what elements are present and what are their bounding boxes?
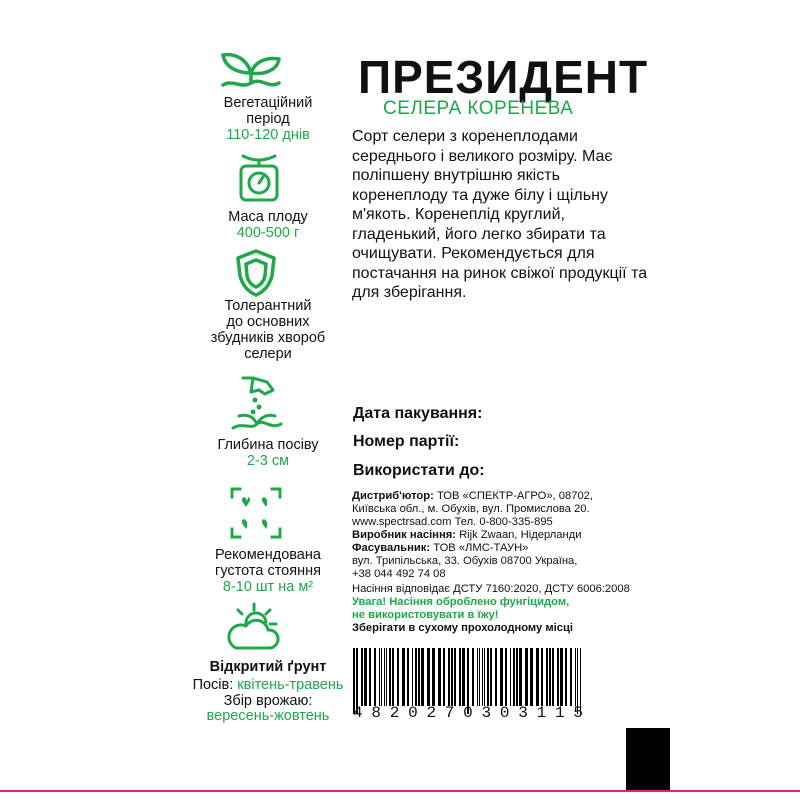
barcode-bar [530,648,533,706]
planting-grid-icon [230,487,282,539]
barcode-bar [472,648,474,706]
standards-text: Насіння відповідає ДСТУ 7160:2020, ДСТУ 6006:2008 [352,583,630,595]
barcode-bar [541,648,543,706]
mass-label: Маса плоду [228,209,308,225]
harvest-label: Збір врожаю: [223,693,313,709]
barcode-bar [552,648,554,706]
black-block [626,728,670,790]
barcode-bar [490,648,492,706]
barcode-digit: 2 [426,704,437,722]
barcode-digit: 0 [463,704,473,722]
barcode-bar [565,648,567,706]
barcode-bar [516,648,518,706]
barcode-bar [427,648,430,706]
barcode-bar [525,648,528,706]
barcode-bar [384,648,385,706]
density-value: 8-10 шт на м² [222,579,314,595]
barcode-bar [462,648,465,706]
barcode-bar [402,648,405,706]
notes [352,583,652,635]
barcode-digit: 5 [573,704,583,722]
vegetation-label: Вегетаційний період [223,95,313,127]
shield-icon [234,248,278,298]
barcode-bar [397,648,399,706]
pack-date-label: Дата пакування: [353,405,483,422]
barcode-bar [392,648,394,706]
barcode-bar [361,648,363,706]
barcode-bar [505,648,507,706]
barcode-bar [364,648,367,706]
barcode-digits [353,704,583,722]
sprout-icon [219,45,283,91]
storage-text: Зберігати в сухому прохолодному місці [352,622,573,634]
barcode-bar [443,648,445,706]
barcode-bar [418,648,420,706]
barcode-bar [546,648,548,706]
barcode-bar [570,648,572,706]
barcode-bar [432,648,435,706]
barcode-bar [519,648,522,706]
barcode-digit: 4 [353,704,363,722]
mass-value: 400-500 г [236,225,300,241]
barcode-digit: 0 [408,704,418,722]
barcode-bar [421,648,424,706]
barcode-bar [479,648,480,706]
warning-line1: Увага! Насіння оброблено фунгіцидом, [352,596,570,608]
barcode-digit: 2 [389,704,400,722]
barcode-bar [484,648,485,706]
scale-icon [237,150,281,204]
ground-label: Відкритий ґрунт [209,659,327,675]
batch-label: Номер партії: [353,433,460,450]
barcode-bar [386,648,387,706]
barcode-bar [487,648,489,706]
barcode-bar [477,648,478,706]
use-by-label: Використати до: [353,462,485,479]
barcode-bar [448,648,450,706]
barcode-digit: 1 [536,704,547,722]
depth-value: 2-3 см [246,453,290,469]
barcode-bar [510,648,511,706]
product-description: Сорт селери з коренеплодами середнього і великого розміру. Має поліпшену внутрішню якість коренеплоду та дуже білу і щільну м'якоть. Коренеплід круглий, гладенький, його легко збирати та очищувати. Рекомендується для постачання на ринок свіжої продукції та для зберігання. [352,128,648,301]
barcode-bar [575,648,576,706]
warning-line2: не використовувати в їжу! [352,609,499,621]
barcode-bar [412,648,413,706]
barcode-bar [500,648,503,706]
sun-cloud-icon [224,600,284,654]
barcode-bar [549,648,551,706]
barcode-digit: 3 [518,704,528,722]
barcode-bar [381,648,382,706]
sowing-hand-icon [229,372,283,434]
barcode-bar [482,648,483,706]
barcode-bar [451,648,453,706]
barcode-bar [389,648,391,706]
product-title: ПРЕЗИДЕНТ [358,51,649,103]
barcode-bar [369,648,371,706]
harvest-value: вересень-жовтень [206,708,330,724]
product-subtitle: СЕЛЕРА КОРЕНЕВА [383,98,574,119]
barcode-bar [379,648,380,706]
sowing-value: квітень-травень [237,677,344,693]
barcode-bar [407,648,409,706]
barcode-digit: 3 [481,704,492,722]
vegetation-value: 110-120 днів [226,127,310,143]
barcode-bar [438,648,441,706]
barcode-bar [454,648,456,706]
barcode-bar [560,648,563,706]
barcode-digit: 7 [444,704,455,722]
barcode-bar [374,648,376,706]
barcode-bar [513,648,515,706]
barcode-digit: 8 [371,704,381,722]
tolerance-text: Толерантний до основних збудників хвороб селери [210,298,326,362]
barcode-bar [536,648,539,706]
barcode-digit: 1 [554,704,565,722]
barcode-bar [459,648,461,706]
barcode-bar [415,648,417,706]
pink-edge-line [0,790,800,792]
barcode-bar [557,648,559,706]
barcode-digit: 0 [499,704,510,722]
density-label: Рекомендована густота стояння [215,547,321,579]
sowing-line: Посів: квітень-травень [192,677,344,693]
manufacturer-info: Дистриб'ютор: ТОВ «СПЕКТР-АГРО», 08702, Київська обл., м. Обухів, вул. Промислова 20. www.spectrsad.com Тел. 0-800-335-895 Виробник насіння: Rijk Zwaan, Нідерланди Фасувальник: ТОВ «ЛМС-ТАУН» вул. Трипільська, 33. Обухів 08700 Україна, +38 044 492 74 08 [352,490,593,580]
barcode-bar [495,648,497,706]
depth-label: Глибина посіву [217,437,319,453]
